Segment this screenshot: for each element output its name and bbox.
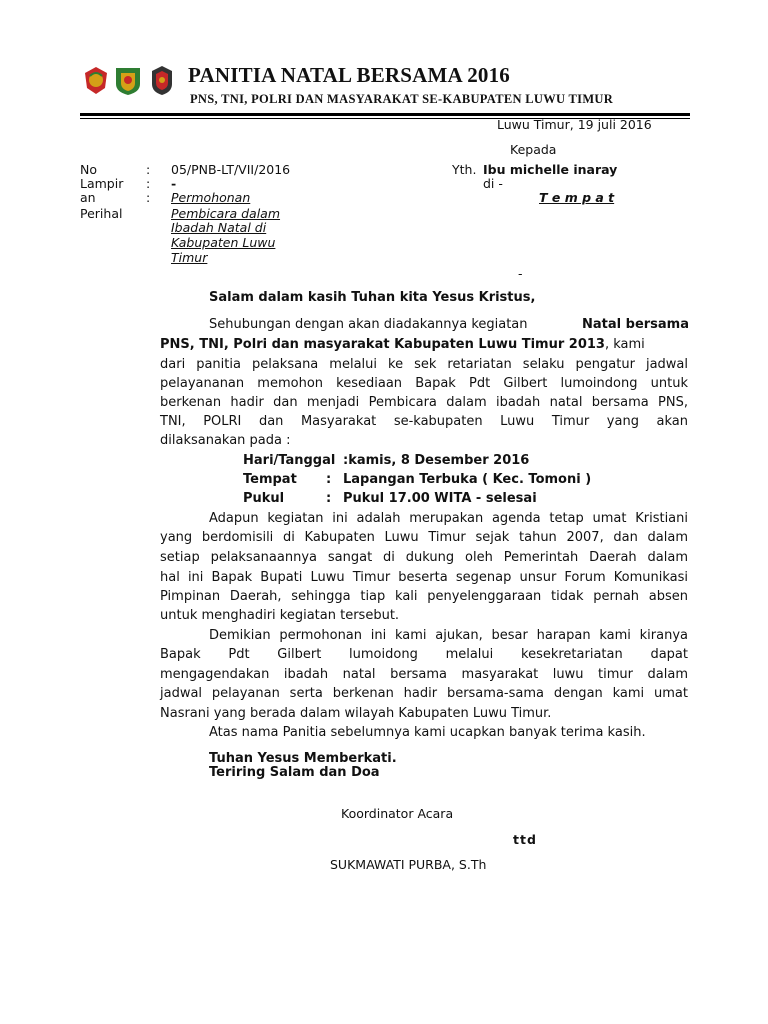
para1-line: berkenan hadir dan menjadi Pembicara dalam ibadah natal bersama PNS, bbox=[160, 395, 688, 410]
no-colon: : bbox=[146, 162, 151, 177]
recipient-name: Ibu michelle inaray bbox=[483, 162, 618, 177]
perihal-line: Kabupaten Luwu bbox=[171, 235, 276, 250]
para1-line: dari panitia pelaksana melalui ke sek retariatan selaku pengatur jadwal bbox=[160, 357, 688, 372]
para3-line: Demikian permohonan ini kami ajukan, besar harapan kami kiranya bbox=[209, 628, 688, 643]
para1-line: pelayananan memohon kesediaan Bapak Pdt Gilbert lumoindong untuk bbox=[160, 376, 688, 391]
lampiran-label-1: Lampir bbox=[80, 176, 124, 191]
kepada-label: Kepada bbox=[510, 142, 557, 157]
letterhead-title: PANITIA NATAL BERSAMA 2016 bbox=[188, 63, 510, 87]
signature-ttd: ttd bbox=[513, 832, 537, 847]
letterhead-divider bbox=[80, 113, 690, 116]
para2-line: yang berdomisili di Kabupaten Luwu Timur sejak tahun 2007, dan dalam bbox=[160, 530, 688, 545]
para3-line: Nasrani yang berada dalam wilayah Kabupaten Luwu Timur. bbox=[160, 706, 552, 721]
perihal-label: Perihal bbox=[80, 206, 123, 221]
para1-line: TNI, POLRI dan Masyarakat se-kabupaten Luwu Timur yang akan bbox=[160, 414, 688, 429]
para3-line: mengagendakan ibadah natal bersama masyarakat luwu timur dalam bbox=[160, 667, 688, 682]
para1-line: dilaksanakan pada : bbox=[160, 433, 291, 448]
para1-line1-text: Sehubungan dengan akan diadakannya kegiatan bbox=[209, 317, 528, 332]
schedule-pukul-label: Pukul bbox=[243, 491, 285, 506]
para1-line2-text: , kami bbox=[604, 337, 645, 352]
recipient-tempat: T e m p a t bbox=[539, 190, 615, 205]
perihal-line: Permohonan bbox=[171, 190, 251, 205]
schedule-hari-label: Hari/Tanggal bbox=[243, 453, 336, 468]
para4: Atas nama Panitia sebelumnya kami ucapkan banyak terima kasih. bbox=[209, 725, 646, 740]
no-label: No bbox=[80, 162, 97, 177]
para1-line2-bold: PNS, TNI, Polri dan masyarakat Kabupaten Luwu Timur 2013 bbox=[160, 337, 605, 352]
regency-emblem-icon bbox=[112, 64, 144, 96]
para1-line1-bold: Natal bersama bbox=[582, 317, 689, 332]
korpri-emblem-icon bbox=[80, 64, 112, 96]
para2-line: Adapun kegiatan ini adalah merupakan agenda tetap umat Kristiani bbox=[209, 511, 688, 526]
para1-line bbox=[160, 337, 645, 352]
para2-line: untuk menghadiri kegiatan tersebut. bbox=[160, 608, 400, 623]
closing-line: Tuhan Yesus Memberkati. bbox=[209, 751, 397, 766]
perihal-colon: : bbox=[146, 190, 151, 205]
schedule-hari-value: :kamis, 8 Desember 2016 bbox=[343, 453, 530, 468]
perihal-line: Ibadah Natal di bbox=[171, 220, 267, 235]
para3-line: Bapak Pdt Gilbert lumoidong melalui kesekretariatan dapat bbox=[160, 647, 688, 662]
yth-label: Yth. bbox=[452, 162, 477, 177]
recipient-di: di - bbox=[483, 176, 503, 191]
para2-line: setiap pelaksanaannya sangat di dukung oleh Pemerintah Daerah dalam bbox=[160, 550, 688, 565]
schedule-pukul-colon: : bbox=[326, 491, 332, 506]
para2-line: Pimpinan Daerah, sehingga tiap kali penyelenggaraan tidak pernah absen bbox=[160, 589, 688, 604]
schedule-pukul-value: Pukul 17.00 WITA - selesai bbox=[343, 491, 537, 506]
para2-line: hal ini Bapak Bupati Luwu Timur beserta segenap unsur Forum Komunikasi bbox=[160, 570, 688, 585]
lampiran-label-2: an bbox=[80, 190, 96, 205]
police-emblem-icon bbox=[146, 64, 178, 96]
place-date: Luwu Timur, 19 juli 2016 bbox=[497, 117, 652, 132]
lampiran-value: - bbox=[171, 176, 177, 191]
lampiran-colon: : bbox=[146, 176, 151, 191]
schedule-tempat-colon: : bbox=[326, 472, 332, 487]
recipient-dash: - bbox=[518, 266, 523, 281]
para3-line: jadwal pelayanan serta berkenan hadir bersama-sama dengan kami umat bbox=[160, 686, 688, 701]
signature-role: Koordinator Acara bbox=[341, 806, 454, 821]
para1-line bbox=[209, 317, 689, 332]
schedule-tempat-label: Tempat bbox=[243, 472, 297, 487]
signature-name: SUKMAWATI PURBA, S.Th bbox=[330, 857, 487, 872]
letterhead-subtitle: PNS, TNI, POLRI DAN MASYARAKAT SE-KABUPATEN LUWU TIMUR bbox=[190, 92, 614, 106]
perihal-line: Pembicara dalam bbox=[171, 206, 281, 221]
salutation: Salam dalam kasih Tuhan kita Yesus Kristus, bbox=[209, 290, 536, 305]
no-value: 05/PNB-LT/VII/2016 bbox=[171, 162, 291, 177]
perihal-line: Timur bbox=[171, 250, 208, 265]
schedule-tempat-value: Lapangan Terbuka ( Kec. Tomoni ) bbox=[343, 472, 592, 487]
closing-line: Teriring Salam dan Doa bbox=[209, 765, 380, 780]
